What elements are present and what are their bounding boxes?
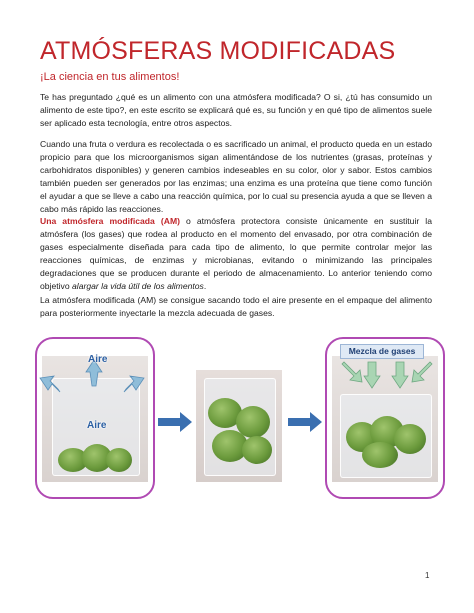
document-title: ATMÓSFERAS MODIFICADAS — [40, 37, 396, 65]
process-arrow-1 — [158, 412, 192, 432]
term-am: Una atmósfera modificada (AM) — [40, 216, 180, 226]
definition-end: . — [203, 281, 207, 291]
paragraph-process: La atmósfera modificada (AM) se consigue sacando todo el aire presente en el empaque del alimento para posteriormente inyectarle la mezcla adecuada de gases. — [40, 295, 432, 318]
process-arrow-2 — [288, 412, 322, 432]
air-arrow-left — [40, 376, 60, 392]
document-subtitle: ¡La ciencia en tus alimentos! — [40, 71, 180, 83]
definition-text: o atmósfera protectora consiste únicamente en sustituir la atmósfera (los gases) que rodea al producto en el momento del envasado, por otra combinación de gases especialmente diseñada para cada tipo de alimento, lo que permite controlar mejor las reacciones químicas, de enzimas y microbianas, evitando o minimizando las principales degradaciones que se producen durante el periodo de almacenamiento. Lo anterior teniendo como objetivo — [40, 216, 432, 291]
paragraph-deterioration: Cuando una fruta o verdura es recolectada o es sacrificado un animal, el producto queda en un estado propicio para que los microorganismos sigan alimentándose de los nutrientes (grasas, proteínas y carbohidratos disponibles) y generen cambios indeseables en su color, olor y sabor. Estos cambios también pueden ser generados por las enzimas; una enzima es una proteína que tiene como función el ayudar a que se lleve a cabo una reacción química, por lo cual su presencia ayuda a que se lleven a cabo más rápido las reacciones. — [40, 139, 432, 214]
goal-italic: alargar la vida útil de los alimentos — [72, 281, 204, 291]
gas-arrow-1 — [342, 362, 362, 382]
gas-arrow-4 — [412, 362, 432, 382]
label-gas-mix: Mezcla de gases — [340, 344, 424, 359]
page-number: 1 — [425, 571, 430, 580]
paragraph-intro: Te has preguntado ¿qué es un alimento con una atmósfera modificada? O si, ¿tú has consumido un alimento de este tipo?, en este escrito se explicará qué es, su función y en qué tipo de alimentos suele ser aplicado esta tecnología, entre otros aspectos. — [40, 92, 432, 128]
gas-arrow-2 — [364, 362, 380, 388]
gas-arrow-3 — [392, 362, 408, 388]
process-arrows — [158, 412, 322, 432]
label-air-top: Aire — [88, 354, 108, 365]
air-arrow-right — [124, 376, 144, 392]
label-air-inside: Aire — [87, 420, 107, 431]
